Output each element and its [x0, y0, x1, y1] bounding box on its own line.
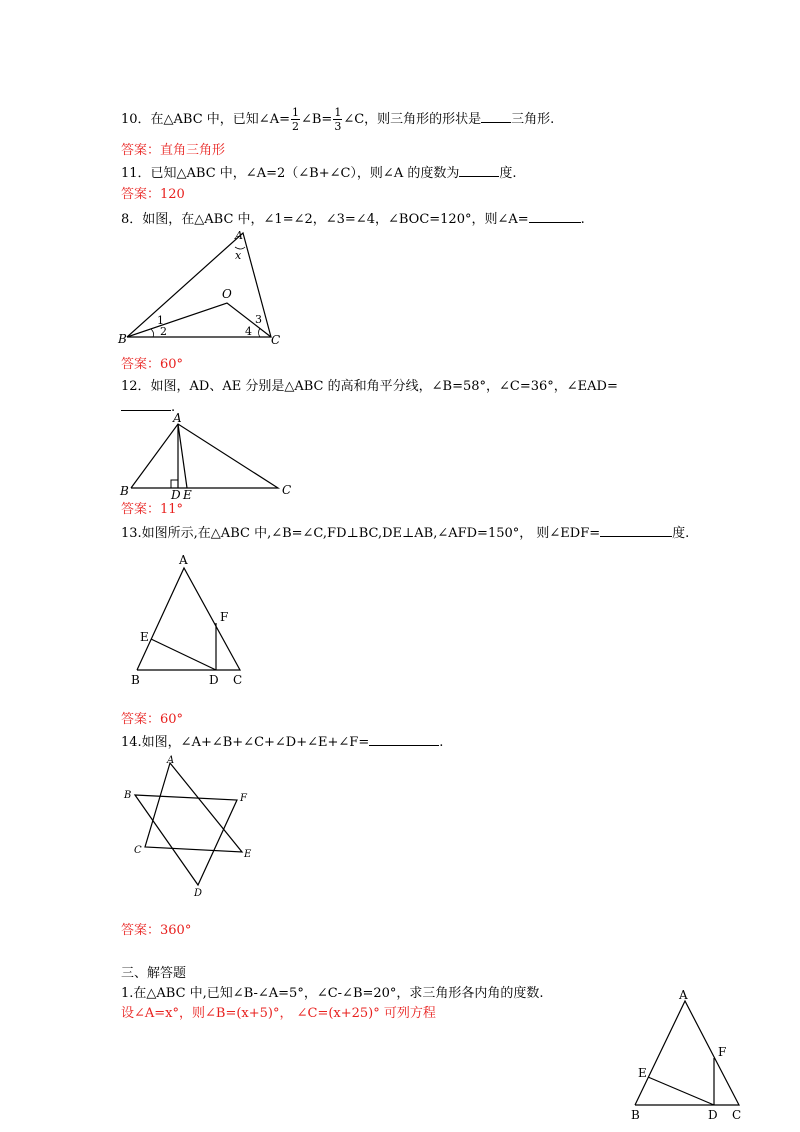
right-angle-mark: [171, 480, 178, 488]
section-heading: 三、解答题: [121, 966, 187, 981]
answer-blank: [121, 398, 171, 411]
label-a: A: [679, 988, 688, 1002]
label-d: D: [194, 888, 203, 899]
triangle-bisector-figure: [115, 225, 295, 350]
question-12: [121, 378, 618, 396]
label-d: D: [171, 488, 181, 502]
label-c: C: [233, 673, 243, 687]
label-e: E: [638, 1066, 647, 1080]
label-angle-3: 3: [255, 313, 262, 326]
label-d: D: [708, 1108, 718, 1122]
q10-prefix: 10．在△ABC 中，已知∠A=: [121, 112, 290, 127]
q12-end: .: [171, 400, 176, 415]
segment-ed: [648, 1077, 714, 1105]
answer-blank: [600, 524, 672, 537]
label-angle-1: 1: [157, 314, 164, 327]
label-b: B: [131, 673, 140, 687]
q11-end: 度.: [499, 166, 517, 181]
q12-answer: 答案：11°: [121, 502, 184, 517]
label-e: E: [244, 849, 252, 860]
label-o: O: [222, 287, 232, 301]
label-b: B: [631, 1108, 640, 1122]
question-11: [121, 164, 516, 183]
triangle-abc: [131, 424, 278, 488]
q14-text: 14.如图，∠A+∠B+∠C+∠D+∠E+∠F=: [121, 735, 370, 750]
q13-answer: 答案：60°: [121, 712, 184, 727]
label-c: C: [732, 1108, 742, 1122]
fraction-one-half: $\frac{1}{2}$: [291, 106, 299, 133]
q10-answer: 答案：直角三角形: [121, 143, 226, 158]
triangle-ace: [145, 763, 242, 852]
q11-text: 11．已知△ABC 中，∠A=2（∠B+∠C），则∠A 的度数为: [121, 166, 460, 181]
q8-answer: 答案：60°: [121, 357, 184, 372]
label-c: C: [134, 845, 142, 856]
q14-end: .: [439, 735, 444, 750]
q10-suffix: ∠C，则三角形的形状是: [343, 112, 482, 127]
q8-text: 8．如图，在△ABC 中，∠1=∠2，∠3=∠4，∠BOC=120°，则∠A=: [121, 212, 529, 227]
bisector-ae: [178, 424, 187, 488]
isosceles-triangle-figure-2: [628, 985, 758, 1127]
section3-q1: 1.在△ABC 中,已知∠B-∠A=5°，∠C-∠B=20°，求三角形各内角的度数.: [121, 986, 544, 1001]
q11-answer: 答案：120: [121, 187, 185, 202]
label-a: A: [173, 411, 182, 425]
triangle-altitude-figure: [117, 412, 302, 502]
label-a: A: [235, 229, 243, 242]
label-x: x: [235, 249, 242, 262]
q8-end: .: [580, 212, 585, 227]
question-14: [121, 733, 443, 752]
question-13: [121, 524, 689, 543]
triangle-bdf: [135, 795, 237, 885]
label-f: F: [220, 610, 229, 624]
label-angle-2: 2: [160, 325, 167, 338]
answer-blank: [529, 210, 581, 223]
section3-q1-solution: 设∠A=x°，则∠B=(x+5)°， ∠C=(x+25)° 可列方程: [121, 1006, 436, 1021]
star-hexagram-figure: [120, 755, 260, 900]
label-c: C: [282, 483, 292, 497]
q10-mid: ∠B=: [300, 112, 333, 127]
label-f: F: [240, 793, 247, 804]
fraction-one-third: $\frac{1}{3}$: [334, 106, 342, 133]
q14-answer: 答案：360°: [121, 923, 192, 938]
answer-blank: [481, 110, 511, 123]
question-10: [121, 106, 554, 133]
answer-blank: [459, 164, 499, 177]
label-c: C: [271, 333, 281, 347]
q13-end: 度.: [672, 526, 690, 541]
label-angle-4: 4: [245, 325, 252, 338]
label-e: E: [183, 488, 192, 502]
segment-ed: [151, 639, 216, 670]
q10-end: 三角形.: [511, 112, 555, 127]
label-a: A: [167, 755, 175, 766]
isosceles-triangle-figure: [125, 550, 255, 690]
q12-text: 12．如图，AD、AE 分别是△ABC 的高和角平分线，∠B=58°，∠C=36°，∠EAD=: [121, 379, 618, 394]
label-b: B: [120, 484, 129, 498]
answer-blank: [369, 733, 439, 746]
label-a: A: [179, 553, 188, 567]
label-f: F: [718, 1045, 727, 1059]
label-e: E: [140, 630, 149, 644]
label-d: D: [209, 673, 219, 687]
triangle-abc: [127, 233, 271, 337]
q13-text: 13.如图所示,在△ABC 中,∠B=∠C,FD⊥BC,DE⊥AB,∠AFD=150°， 则∠EDF=: [121, 526, 601, 541]
label-b: B: [118, 332, 127, 346]
label-b: B: [124, 790, 132, 801]
